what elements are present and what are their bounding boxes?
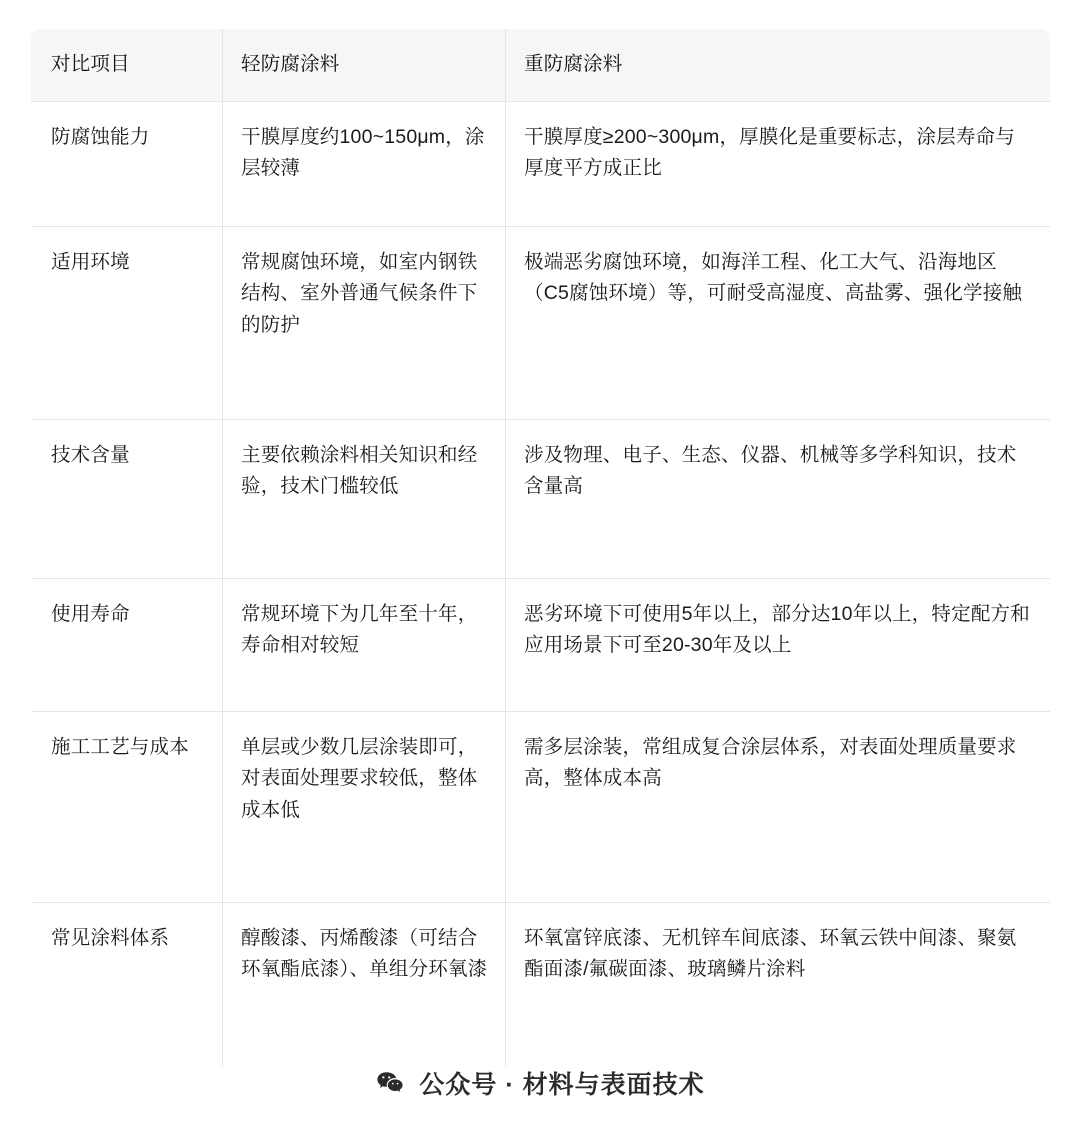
footer-text: 公众号 · 材料与表面技术 [419,1071,705,1099]
row-label: 使用寿命 [31,578,223,711]
row-label: 适用环境 [31,226,223,419]
row-light-value: 常规腐蚀环境，如室内钢铁结构、室外普通气候条件下的防护 [223,226,506,419]
table-row [31,419,1051,578]
column-header-light: 轻防腐涂料 [223,29,506,102]
table-header [31,29,1051,102]
table-row [31,101,1051,226]
row-heavy-value: 涉及物理、电子、生态、仪器、机械等多学科知识，技术含量高 [506,419,1051,578]
row-light-value: 常规环境下为几年至十年，寿命相对较短 [223,578,506,711]
row-heavy-value: 环氧富锌底漆、无机锌车间底漆、环氧云铁中间漆、聚氨酯面漆/氟碳面漆、玻璃鳞片涂料 [524,926,1017,981]
row-light-value: 主要依赖涂料相关知识和经验，技术门槛较低 [223,419,506,578]
table-header-row [31,29,1051,102]
comparison-table [30,28,1051,1068]
table-row [31,711,1051,902]
row-label: 技术含量 [31,419,223,578]
row-heavy-value: 干膜厚度≥200~300μm，厚膜化是重要标志，涂层寿命与厚度平方成正比 [506,101,1051,226]
table-row [31,902,1051,1067]
footer-attribution [0,1065,1080,1101]
row-label: 防腐蚀能力 [31,101,223,226]
row-label: 施工工艺与成本 [31,711,223,902]
table-row [31,226,1051,419]
column-header-item: 对比项目 [31,29,223,102]
row-heavy-value: 需多层涂装，常组成复合涂层体系，对表面处理质量要求高，整体成本高 [506,711,1051,902]
row-light-value: 干膜厚度约100~150μm，涂层较薄 [223,101,506,226]
column-header-heavy: 重防腐涂料 [506,29,1051,102]
row-label: 常见涂料体系 [31,902,223,1067]
table-body [31,101,1051,1067]
wechat-icon [375,1068,405,1098]
row-heavy-value: 恶劣环境下可使用5年以上，部分达10年以上，特定配方和应用场景下可至20-30年及以上 [506,578,1051,711]
row-heavy-value: 极端恶劣腐蚀环境，如海洋工程、化工大气、沿海地区（C5腐蚀环境）等，可耐受高湿度、高盐雾、强化学接触 [506,226,1051,419]
row-light-value: 单层或少数几层涂装即可，对表面处理要求较低，整体成本低 [223,711,506,902]
row-light-value: 醇酸漆、丙烯酸漆（可结合环氧酯底漆）、单组分环氧漆 [223,902,506,1067]
table-row [31,578,1051,711]
